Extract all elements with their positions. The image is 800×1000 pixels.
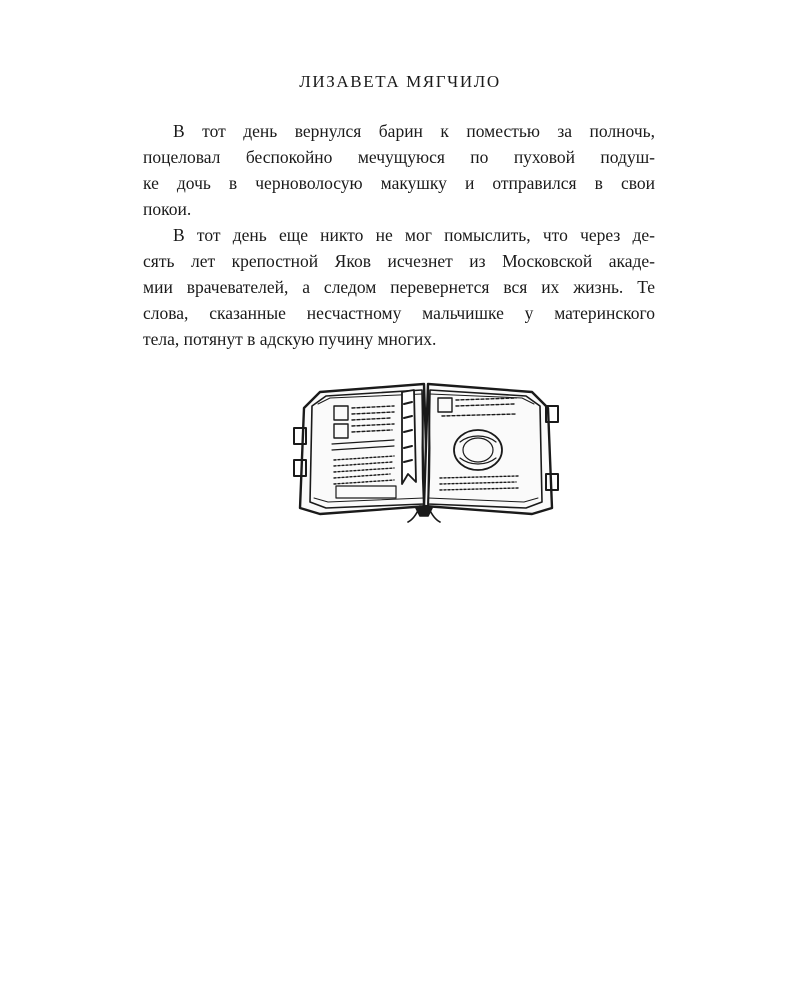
text-line: В тот день вернулся барин к поместью за полночь, (173, 121, 655, 141)
text-line: поцеловал беспокойно мечущуюся по пуховой подуш- (143, 147, 655, 167)
paragraph-1 (143, 118, 655, 222)
text-line: покои. (143, 199, 192, 219)
open-book-icon (290, 378, 562, 528)
running-head-author: ЛИЗАВЕТА МЯГЧИЛО (299, 72, 501, 91)
text-line: В тот день еще никто не мог помыслить, что через де- (173, 225, 655, 245)
text-line: сять лет крепостной Яков исчезнет из Московской акаде- (143, 251, 655, 271)
text-line: тела, потянут в адскую пучину многих. (143, 329, 437, 349)
body-text (143, 118, 655, 352)
text-line: мии врачевателей, а следом перевернется вся их жизнь. Те (143, 277, 655, 297)
text-line: слова, сказанные несчастному мальчишке у материнского (143, 303, 655, 323)
text-line: ке дочь в черноволосую макушку и отправился в свои (143, 173, 655, 193)
paragraph-2 (143, 222, 655, 352)
